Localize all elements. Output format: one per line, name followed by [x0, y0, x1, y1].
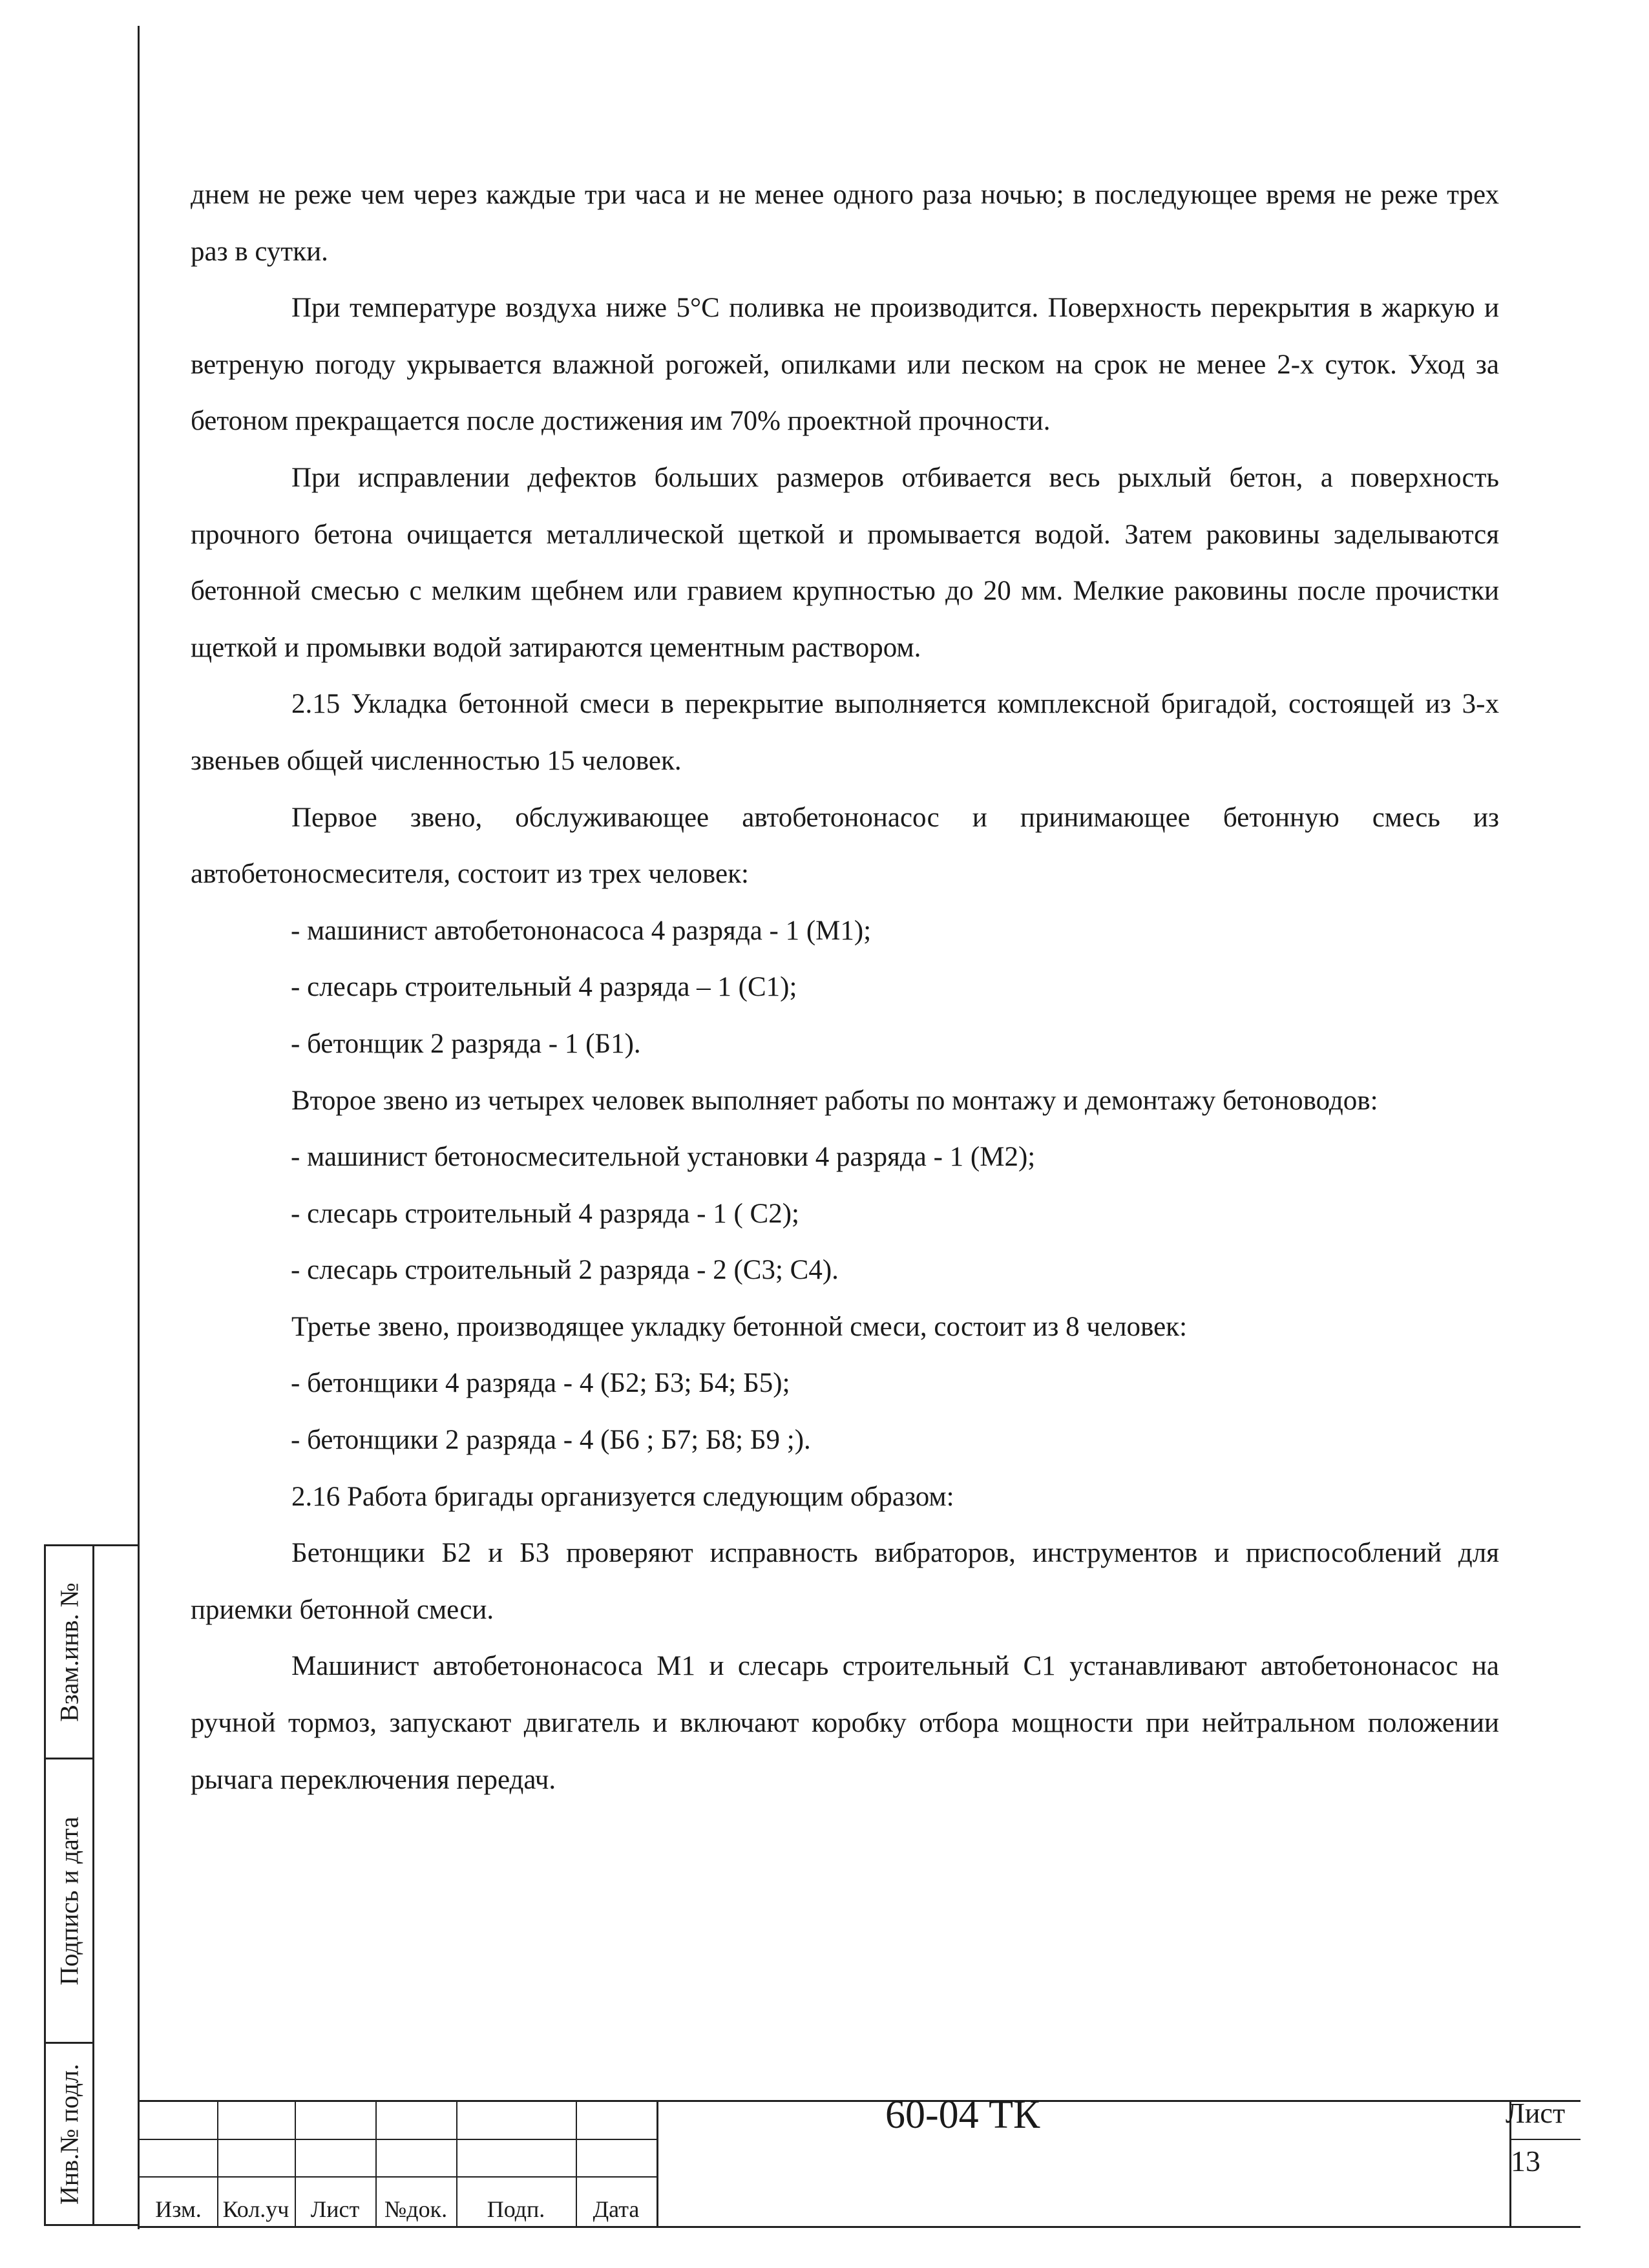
- paragraph: Машинист автобетононасоса М1 и слесарь строительный С1 устанавливают автобетононасос на ручной тормоз, запускают двигатель и включают коробку отбора мощности при нейтральном положении рычага переключения передач.: [191, 1651, 1499, 1795]
- list-item: - бетонщики 4 разряда - 4 (Б2; Б3; Б4; Б5);: [291, 1368, 790, 1399]
- sheet-label: Лист: [1506, 2097, 1566, 2129]
- list-item: - машинист автобетононасоса 4 разряда - 1 (М1);: [291, 915, 872, 946]
- side-cell-podpis: [46, 1759, 92, 2044]
- paragraph: 2.16 Работа бригады организуется следующим образом:: [291, 1481, 954, 1512]
- paragraph: днем не реже чем через каждые три часа и не менее одного раза ночью; в последующее время не реже трех раз в сутки.: [191, 180, 1499, 267]
- side-label-podpis: Подпись и дата: [54, 1816, 84, 1986]
- tb-header-list: Лист: [310, 2196, 360, 2222]
- list-item: - бетонщик 2 разряда - 1 (Б1).: [291, 1028, 641, 1059]
- side-label-inv: Инв.№ подл.: [54, 2063, 84, 2205]
- tb-header-ndok: №док.: [384, 2196, 448, 2222]
- list-item: - машинист бетоносмесительной установки 4 разряда - 1 (М2);: [291, 1142, 1036, 1173]
- paragraph: При температуре воздуха ниже 5°С поливка не производится. Поверхность перекрытия в жаркую и ветреную погоду укрывается влажной рогожей, опилками или песком на срок не менее 2-х суток. Уход за бетоном прекращается после достижения им 70% проектной прочности.: [191, 293, 1499, 437]
- side-stamp-labels: [46, 1546, 94, 2224]
- side-cell-inv: [46, 2044, 92, 2224]
- tb-sheet-line: [1509, 2139, 1581, 2140]
- tb-bottom-line: [140, 2226, 1581, 2228]
- list-item: - бетонщики 2 разряда - 4 (Б6 ; Б7; Б8; Б9 ;).: [291, 1425, 811, 1456]
- document-code: 60-04 ТК: [885, 2093, 1040, 2137]
- body-text: [191, 167, 1499, 1808]
- tb-top-line: [140, 2100, 1581, 2102]
- paragraph: Первое звено, обслуживающее автобетононасос и принимающее бетонную смесь из автобетоносмесителя, состоит из трех человек:: [191, 802, 1499, 890]
- sheet-number: 13: [1511, 2145, 1540, 2178]
- side-label-vzam: Взам.инв. №: [54, 1582, 84, 1722]
- list-item: - слесарь строительный 4 разряда – 1 (С1);: [291, 972, 797, 1003]
- paragraph: При исправлении дефектов больших размеров отбивается весь рыхлый бетон, а поверхность прочного бетона очищается металлической щеткой и промывается водой. Затем раковины заделываются бетонной смесью с мелким щебнем или гравием крупностью до 20 мм. Мелкие раковины после прочистки щеткой и промывки водой затираются цементным раствором.: [191, 462, 1499, 663]
- tb-col-line: [656, 2100, 658, 2226]
- paragraph: Третье звено, производящее укладку бетонной смеси, состоит из 8 человек:: [291, 1311, 1188, 1342]
- side-stamp: [44, 1544, 140, 2226]
- tb-header-data: Дата: [593, 2196, 640, 2222]
- list-item: - слесарь строительный 4 разряда - 1 ( С2);: [291, 1198, 799, 1229]
- paragraph: Бетонщики Б2 и Б3 проверяют исправность вибраторов, инструментов и приспособлений для приемки бетонной смеси.: [191, 1538, 1499, 1625]
- paragraph: Второе звено из четырех человек выполняет работы по монтажу и демонтажу бетоноводов:: [291, 1085, 1378, 1116]
- tb-header-podp: Подп.: [487, 2196, 545, 2222]
- side-cell-vzam: [46, 1546, 92, 1759]
- title-block: [140, 2100, 1581, 2229]
- list-item: - слесарь строительный 2 разряда - 2 (С3; С4).: [291, 1255, 839, 1286]
- tb-header-izm: Изм.: [155, 2196, 202, 2222]
- paragraph: 2.15 Укладка бетонной смеси в перекрытие выполняется комплексной бригадой, состоящей из 3-х звеньев общей численностью 15 человек.: [191, 689, 1499, 776]
- tb-header-kolvo: Кол.уч: [222, 2196, 289, 2222]
